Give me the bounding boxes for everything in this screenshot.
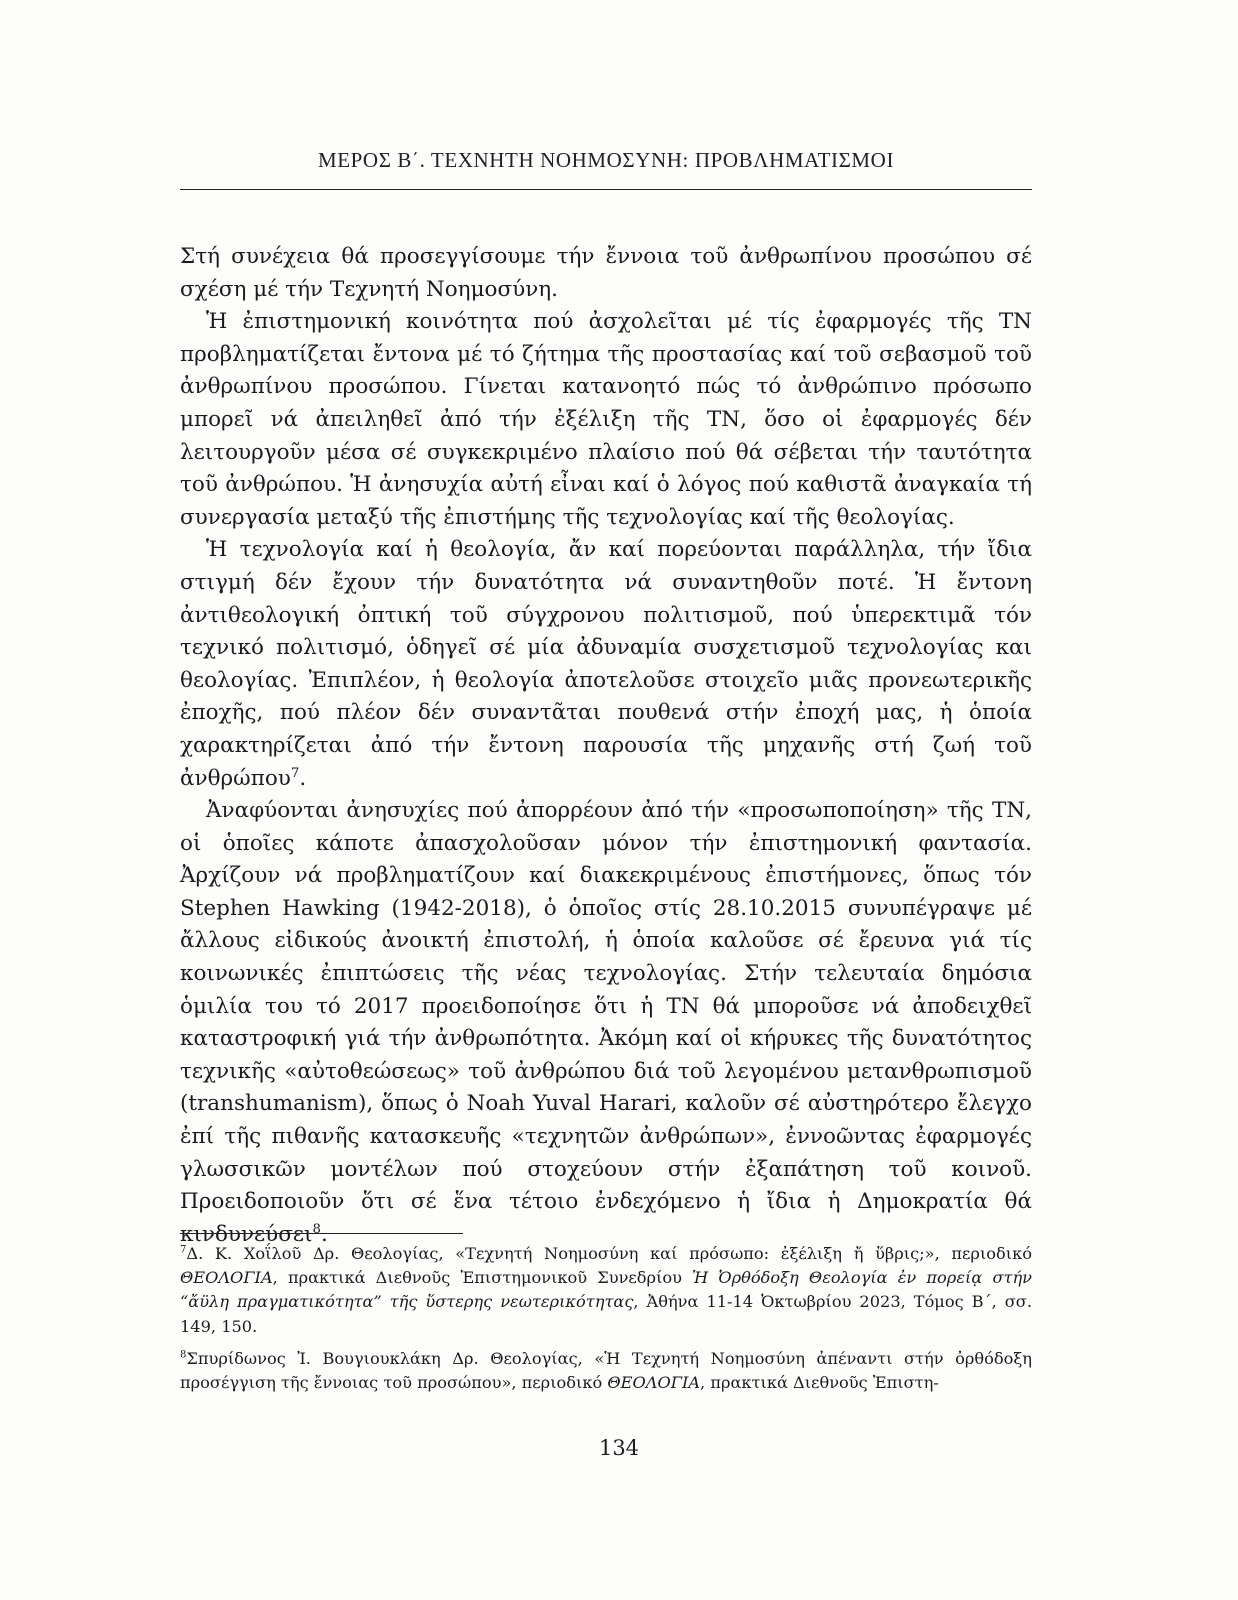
page-number: 134 <box>598 1436 640 1460</box>
paragraph-1: Στή συνέχεια θά προσεγγίσουμε τήν ἔννοια τοῦ ἀνθρωπίνου προσώπου σέ σχέση μέ τήν Τεχνητή Νοημοσύνη. <box>180 244 1032 302</box>
footnote-7-number: 7 <box>180 1244 187 1256</box>
paragraph-4-end: . <box>320 1221 328 1247</box>
running-head: ΜΕΡΟΣ Β΄. ΤΕΧΝΗΤΗ ΝΟΗΜΟΣΥΝΗ: ΠΡΟΒΛΗΜΑΤΙΣΜΟΙ <box>317 148 895 172</box>
footnote-8-part-a: Σπυρίδωνος Ἰ. Βουγιουκλάκη Δρ. Θεολογίας, «Ἡ Τεχνητή Νοημοσύνη ἀπέναντι στήν ὀρθόδοξη προσέγγιση τῆς ἔννοιας τοῦ προσώπου», περιοδικό <box>180 1348 1032 1393</box>
paragraph-3-text: Ἡ τεχνολογία καί ἡ θεολογία, ἄν καί πορεύονται παράλληλα, τήν ἴδια στιγμή δέν ἔχουν τήν δυνατότητα νά συναντηθοῦν ποτέ. Ἡ ἔντονη ἀντιθεολογική ὀπτική τοῦ σύγχρονου πολιτισμοῦ, πού ὑπερεκτιμᾶ τόν τεχνικό πολιτισμό, ὁδηγεῖ σέ μία ἀδυναμία συσχετισμοῦ τεχνολογίας και θεολογίας. Ἐπιπλέον, ἡ θεολογία ἀποτελοῦσε στοιχεῖο μιᾶς προνεωτερικῆς ἐποχῆς, πού πλέον δέν συναντᾶται πουθενά στήν ἐποχή μας, ἡ ὁποία χαρακτηρίζεται ἀπό τήν ἔντονη παρουσία τῆς μηχανῆς στή ζωή τοῦ ἀνθρώπου <box>180 537 1032 791</box>
footnote-8-journal: ΘΕΟΛΟΓΙΑ <box>607 1373 701 1393</box>
body-text <box>180 241 1032 1251</box>
footnote-ref-8[interactable]: 8 <box>312 1221 321 1237</box>
header-rule <box>180 189 1032 190</box>
footnote-8 <box>180 1347 1032 1395</box>
paragraph-2: Ἡ ἐπιστημονική κοινότητα πού ἀσχολεῖται μέ τίς ἐφαρμογές τῆς ΤΝ προβληματίζεται ἔντονα μέ τό ζήτημα τῆς προστασίας καί τοῦ σεβασμοῦ τοῦ ἀνθρωπίνου προσώπου. Γίνεται κατανοητό πώς τό ἀνθρώπινο πρόσωπο μπορεῖ νά ἀπειληθεῖ ἀπό τήν ἐξέλιξη τῆς ΤΝ, ὅσο οἱ ἐφαρμογές δέν λειτουργοῦν μέσα σέ συγκεκριμένο πλαίσιο πού θά σέβεται τήν ταυτότητα τοῦ ἀνθρώπου. Ἡ ἀνησυχία αὐτή εἶναι καί ὁ λόγος πού καθιστᾶ ἀναγκαία τή συνεργασία μεταξύ τῆς ἐπιστήμης τῆς τεχνολογίας καί τῆς θεολογίας. <box>180 309 1032 530</box>
footnote-7-part-c: , πρακτικά Διεθνοῦς Ἐπιστημονικοῦ Συνεδρίου <box>272 1268 693 1288</box>
footnote-8-part-c: , πρακτικά Διεθνοῦς Ἐπιστη- <box>700 1373 939 1393</box>
footnote-8-number: 8 <box>180 1349 187 1361</box>
footnote-7 <box>180 1242 1032 1339</box>
footnote-ref-7[interactable]: 7 <box>290 765 300 781</box>
footnote-7-journal: ΘΕΟΛΟΓΙΑ <box>180 1268 273 1288</box>
footnote-7-conference-title: Ἡ Ὀρθόδοξη Θεολογία ἐν πορείᾳ στήν “ἄϋλη πραγματικότητα” τῆς ὕστερης νεωτερικότητας <box>180 1268 1032 1312</box>
footnote-7-part-a: Δ. Κ. Χοΐλοῦ Δρ. Θεολογίας, «Τεχνητή Νοημοσύνη καί πρόσωπο: ἐξέλιξη ἤ ὕβρις;», περιοδικό <box>186 1244 1032 1263</box>
paragraph-4 <box>180 795 1032 1251</box>
footnote-7-part-e: , Ἀθήνα 11-14 Ὀκτωβρίου 2023, Τόμος Β΄, σσ. 149, 150. <box>180 1292 1033 1336</box>
footnotes <box>180 1242 1032 1403</box>
paragraph-3-end: . <box>299 765 307 791</box>
paragraph-4-text: Ἀναφύονται ἀνησυχίες πού ἀπορρέουν ἀπό τήν «προσωποποίηση» τῆς ΤΝ, οἱ ὁποῖες κάποτε ἀπασχολοῦσαν μόνον τήν ἐπιστημονική φαντασία. Ἀρχίζουν νά προβληματίζουν καί διακεκριμένους ἐπιστήμονες, ὅπως τόν Stephen Hawking (1942-2018), ὁ ὁποῖος στίς 28.10.2015 συνυπέγραψε μέ ἄλλους εἰδικούς ἀνοικτή ἐπιστολή, ἡ ὁποία καλοῦσε σέ ἔρευνα γιά τίς κοινωνικές ἐπιπτώσεις τῆς νέας τεχνολογίας. Στήν τελευταία δημόσια ὁμιλία του τό 2017 προειδοποίησε ὅτι ἡ ΤΝ θά μποροῦσε νά ἀποδειχθεῖ καταστροφική γιά τήν ἀνθρωπότητα. Ἀκόμη καί οἱ κήρυκες τῆς δυνατότητος τεχνικῆς «αὐτοθεώσεως» τοῦ ἀνθρώπου διά τοῦ λεγομένου μετανθρωπισμοῦ (transhumanism), ὅπως ὁ Noah Yuval Harari, καλοῦν σέ αὐστηρότερο ἔλεγχο ἐπί τῆς πιθανῆς κατασκευῆς «τεχνητῶν ἀνθρώπων», ἐννοῶντας ἐφαρμογές γλωσσικῶν μοντέλων πού στοχεύουν στήν ἐξαπάτηση τοῦ κοινοῦ. Προειδοποιοῦν ὅτι σέ ἕνα τέτοιο ἐνδεχόμενο ἡ ἴδια ἡ Δημοκρατία θά κινδυνεύσει <box>180 798 1032 1247</box>
paragraph-3 <box>180 534 1032 795</box>
footnote-rule <box>180 1233 463 1234</box>
